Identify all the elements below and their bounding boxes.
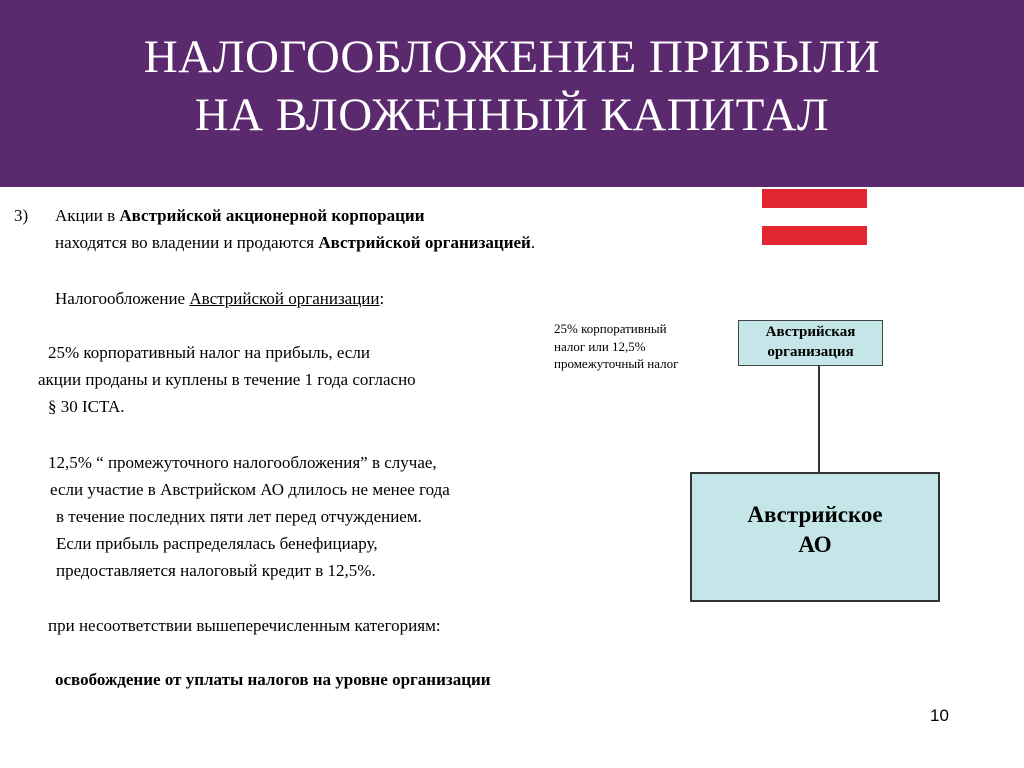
- ao-box-line-2: АО: [798, 532, 832, 557]
- item-number: 3): [14, 206, 29, 225]
- mismatch-text: при несоответствии вышеперечисленным категориям:: [48, 616, 441, 635]
- rule2-line-5: предоставляется налоговый кредит в 12,5%.: [56, 561, 376, 580]
- rule2-line-2: если участие в Австрийском АО длилось не менее года: [50, 480, 450, 499]
- page-number: 10: [930, 706, 949, 725]
- item-line-1: [55, 204, 425, 228]
- taxation-label: Налогообложение: [55, 289, 190, 308]
- item-line-2-bold: Австрийской организацией: [318, 233, 531, 252]
- exemption-text: освобождение от уплаты налогов на уровне организации: [55, 670, 491, 689]
- rule2-line-3: в течение последних пяти лет перед отчуждением.: [56, 507, 422, 526]
- rule1-line-3: § 30 ICTA.: [48, 397, 125, 416]
- tax-rate-note-line-2: налог или 12,5%: [554, 338, 646, 354]
- slide-title-line-1: НАЛОГООБЛОЖЕНИЕ ПРИБЫЛИ: [143, 31, 881, 83]
- ao-box-line-1: Австрийское: [747, 502, 883, 527]
- tax-rate-note-line-1: 25% корпоративный: [554, 321, 667, 336]
- austrian-ao-box: [690, 472, 940, 602]
- tax-rate-note: [554, 320, 734, 373]
- org-box-line-2: организация: [767, 344, 854, 360]
- ownership-connector-line: [818, 366, 820, 472]
- rule2-line-4: Если прибыль распределялась бенефициару,: [56, 534, 378, 553]
- taxation-underlined: Австрийской организации: [189, 289, 380, 308]
- item-line-2-text: находятся во владении и продаются: [55, 233, 319, 252]
- flag-stripe-middle: [762, 208, 867, 227]
- slide-title: [0, 28, 1024, 144]
- item-line-2: [55, 231, 535, 255]
- taxation-colon: :: [379, 289, 385, 308]
- item-line-1-bold: Австрийской акционерной корпорации: [119, 206, 425, 225]
- austrian-organization-box: [738, 320, 883, 366]
- rule1-line-1: 25% корпоративный налог на прибыль, если: [48, 343, 370, 362]
- org-box-line-1: Австрийская: [765, 324, 856, 340]
- rule2-line-1: 12,5% “ промежуточного налогообложения” в случае,: [48, 453, 437, 472]
- rule1-line-2: акции проданы и куплены в течение 1 года согласно: [38, 370, 416, 389]
- item-line-1-text: Акции в: [55, 206, 120, 225]
- item-line-2-period: .: [530, 233, 536, 252]
- slide-title-line-2: НА ВЛОЖЕННЫЙ КАПИТАЛ: [194, 89, 830, 141]
- taxation-heading: [55, 287, 384, 311]
- tax-rate-note-line-3: промежуточный налог: [554, 356, 679, 371]
- flag-stripe-bottom: [762, 226, 867, 245]
- austria-flag-icon: [762, 189, 867, 245]
- flag-stripe-top: [762, 189, 867, 208]
